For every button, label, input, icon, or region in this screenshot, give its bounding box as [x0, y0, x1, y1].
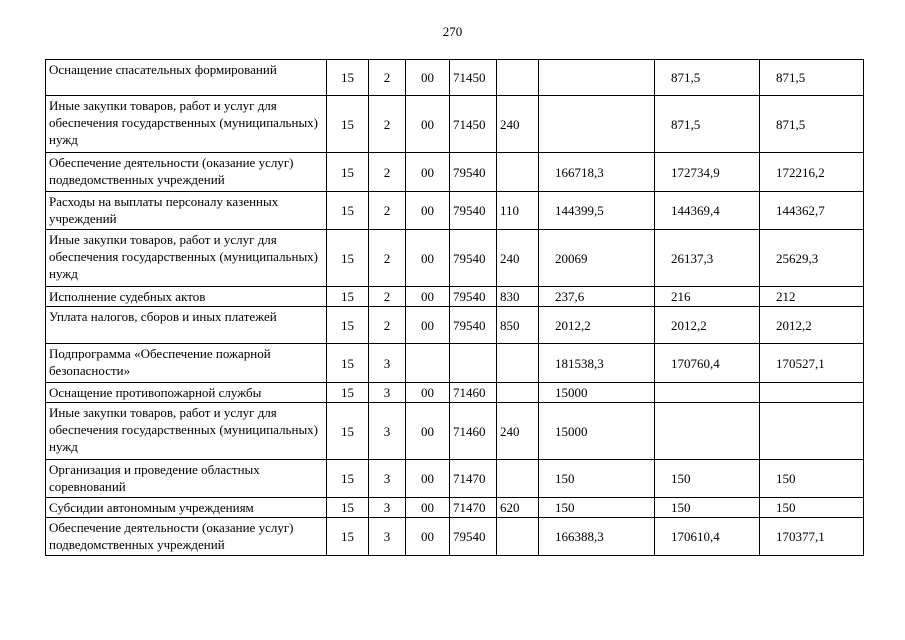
table-row	[46, 192, 864, 230]
table-row	[46, 344, 864, 383]
expense-type-cell	[497, 60, 539, 96]
target-code-cell: 79540	[450, 307, 497, 344]
program-code-cell: 00	[406, 460, 450, 498]
amount-year2-cell: 871,5	[655, 96, 760, 153]
amount-year1-cell: 150	[539, 460, 655, 498]
program-code-cell: 00	[406, 192, 450, 230]
subsection-cell: 3	[369, 383, 406, 403]
amount-year1-cell: 144399,5	[539, 192, 655, 230]
amount-year1-cell: 181538,3	[539, 344, 655, 383]
amount-year3-cell	[760, 383, 864, 403]
amount-year1-cell	[539, 96, 655, 153]
amount-year1-cell: 166388,3	[539, 518, 655, 556]
amount-year2-cell: 871,5	[655, 60, 760, 96]
program-code-cell: 00	[406, 96, 450, 153]
program-code-cell: 00	[406, 307, 450, 344]
amount-year2-cell: 172734,9	[655, 153, 760, 192]
program-code-cell: 00	[406, 230, 450, 287]
subsection-cell: 2	[369, 96, 406, 153]
target-code-cell: 71460	[450, 403, 497, 460]
table-row	[46, 460, 864, 498]
expense-type-cell: 240	[497, 230, 539, 287]
expense-type-cell: 620	[497, 498, 539, 518]
expense-type-cell	[497, 518, 539, 556]
subsection-cell: 2	[369, 307, 406, 344]
target-code-cell: 79540	[450, 287, 497, 307]
amount-year3-cell: 172216,2	[760, 153, 864, 192]
section-cell: 15	[327, 230, 369, 287]
amount-year3-cell: 871,5	[760, 96, 864, 153]
table-row	[46, 60, 864, 96]
program-code-cell: 00	[406, 153, 450, 192]
amount-year1-cell: 15000	[539, 383, 655, 403]
amount-year2-cell: 216	[655, 287, 760, 307]
section-cell: 15	[327, 60, 369, 96]
subsection-cell: 3	[369, 460, 406, 498]
amount-year2-cell: 26137,3	[655, 230, 760, 287]
subsection-cell: 2	[369, 153, 406, 192]
amount-year3-cell	[760, 403, 864, 460]
amount-year2-cell: 144369,4	[655, 192, 760, 230]
item-name-cell: Расходы на выплаты персоналу казенных учреждений	[46, 192, 327, 230]
table-row	[46, 230, 864, 287]
target-code-cell: 79540	[450, 518, 497, 556]
expense-type-cell	[497, 153, 539, 192]
item-name-cell: Обеспечение деятельности (оказание услуг) подведомственных учреждений	[46, 518, 327, 556]
expense-type-cell: 240	[497, 96, 539, 153]
expense-type-cell: 850	[497, 307, 539, 344]
section-cell: 15	[327, 518, 369, 556]
subsection-cell: 2	[369, 230, 406, 287]
amount-year1-cell: 2012,2	[539, 307, 655, 344]
program-code-cell: 00	[406, 518, 450, 556]
item-name-cell: Иные закупки товаров, работ и услуг для обеспечения государственных (муниципальных) нужд	[46, 403, 327, 460]
amount-year2-cell: 170760,4	[655, 344, 760, 383]
amount-year3-cell: 212	[760, 287, 864, 307]
amount-year3-cell: 2012,2	[760, 307, 864, 344]
section-cell: 15	[327, 460, 369, 498]
item-name-cell: Уплата налогов, сборов и иных платежей	[46, 307, 327, 344]
program-code-cell: 00	[406, 287, 450, 307]
amount-year3-cell: 150	[760, 498, 864, 518]
table-row	[46, 498, 864, 518]
subsection-cell: 2	[369, 192, 406, 230]
amount-year2-cell: 150	[655, 498, 760, 518]
expense-type-cell: 240	[497, 403, 539, 460]
amount-year1-cell: 166718,3	[539, 153, 655, 192]
program-code-cell	[406, 344, 450, 383]
program-code-cell: 00	[406, 383, 450, 403]
amount-year3-cell: 144362,7	[760, 192, 864, 230]
item-name-cell: Иные закупки товаров, работ и услуг для обеспечения государственных (муниципальных) нужд	[46, 96, 327, 153]
amount-year2-cell	[655, 383, 760, 403]
target-code-cell: 79540	[450, 153, 497, 192]
section-cell: 15	[327, 383, 369, 403]
amount-year1-cell	[539, 60, 655, 96]
table-row	[46, 153, 864, 192]
item-name-cell: Подпрограмма «Обеспечение пожарной безопасности»	[46, 344, 327, 383]
page-number: 270	[442, 24, 463, 39]
section-cell: 15	[327, 96, 369, 153]
table-row	[46, 307, 864, 344]
target-code-cell: 71470	[450, 460, 497, 498]
subsection-cell: 2	[369, 287, 406, 307]
target-code-cell: 71460	[450, 383, 497, 403]
table-row	[46, 287, 864, 307]
item-name-cell: Исполнение судебных актов	[46, 287, 327, 307]
amount-year3-cell: 170527,1	[760, 344, 864, 383]
subsection-cell: 3	[369, 498, 406, 518]
expense-type-cell: 110	[497, 192, 539, 230]
target-code-cell: 79540	[450, 192, 497, 230]
item-name-cell: Оснащение спасательных формирований	[46, 60, 327, 96]
section-cell: 15	[327, 403, 369, 460]
item-name-cell: Оснащение противопожарной службы	[46, 383, 327, 403]
section-cell: 15	[327, 498, 369, 518]
section-cell: 15	[327, 307, 369, 344]
target-code-cell: 79540	[450, 230, 497, 287]
subsection-cell: 3	[369, 344, 406, 383]
section-cell: 15	[327, 344, 369, 383]
expense-type-cell	[497, 383, 539, 403]
section-cell: 15	[327, 287, 369, 307]
item-name-cell: Иные закупки товаров, работ и услуг для обеспечения государственных (муниципальных) нужд	[46, 230, 327, 287]
item-name-cell: Обеспечение деятельности (оказание услуг) подведомственных учреждений	[46, 153, 327, 192]
table-body	[46, 60, 864, 556]
expense-type-cell	[497, 344, 539, 383]
target-code-cell: 71450	[450, 96, 497, 153]
table-row	[46, 96, 864, 153]
program-code-cell: 00	[406, 403, 450, 460]
program-code-cell: 00	[406, 60, 450, 96]
amount-year3-cell: 150	[760, 460, 864, 498]
amount-year1-cell: 15000	[539, 403, 655, 460]
item-name-cell: Организация и проведение областных соревнований	[46, 460, 327, 498]
target-code-cell	[450, 344, 497, 383]
expense-type-cell: 830	[497, 287, 539, 307]
subsection-cell: 2	[369, 60, 406, 96]
target-code-cell: 71470	[450, 498, 497, 518]
section-cell: 15	[327, 153, 369, 192]
amount-year1-cell: 150	[539, 498, 655, 518]
amount-year2-cell: 2012,2	[655, 307, 760, 344]
amount-year2-cell	[655, 403, 760, 460]
amount-year3-cell: 25629,3	[760, 230, 864, 287]
item-name-cell: Субсидии автономным учреждениям	[46, 498, 327, 518]
table-row	[46, 403, 864, 460]
target-code-cell: 71450	[450, 60, 497, 96]
amount-year2-cell: 150	[655, 460, 760, 498]
table-row	[46, 383, 864, 403]
expense-type-cell	[497, 460, 539, 498]
amount-year3-cell: 871,5	[760, 60, 864, 96]
amount-year1-cell: 237,6	[539, 287, 655, 307]
amount-year3-cell: 170377,1	[760, 518, 864, 556]
program-code-cell: 00	[406, 498, 450, 518]
subsection-cell: 3	[369, 403, 406, 460]
budget-table	[45, 59, 864, 556]
table-row	[46, 518, 864, 556]
amount-year1-cell: 20069	[539, 230, 655, 287]
subsection-cell: 3	[369, 518, 406, 556]
section-cell: 15	[327, 192, 369, 230]
amount-year2-cell: 170610,4	[655, 518, 760, 556]
